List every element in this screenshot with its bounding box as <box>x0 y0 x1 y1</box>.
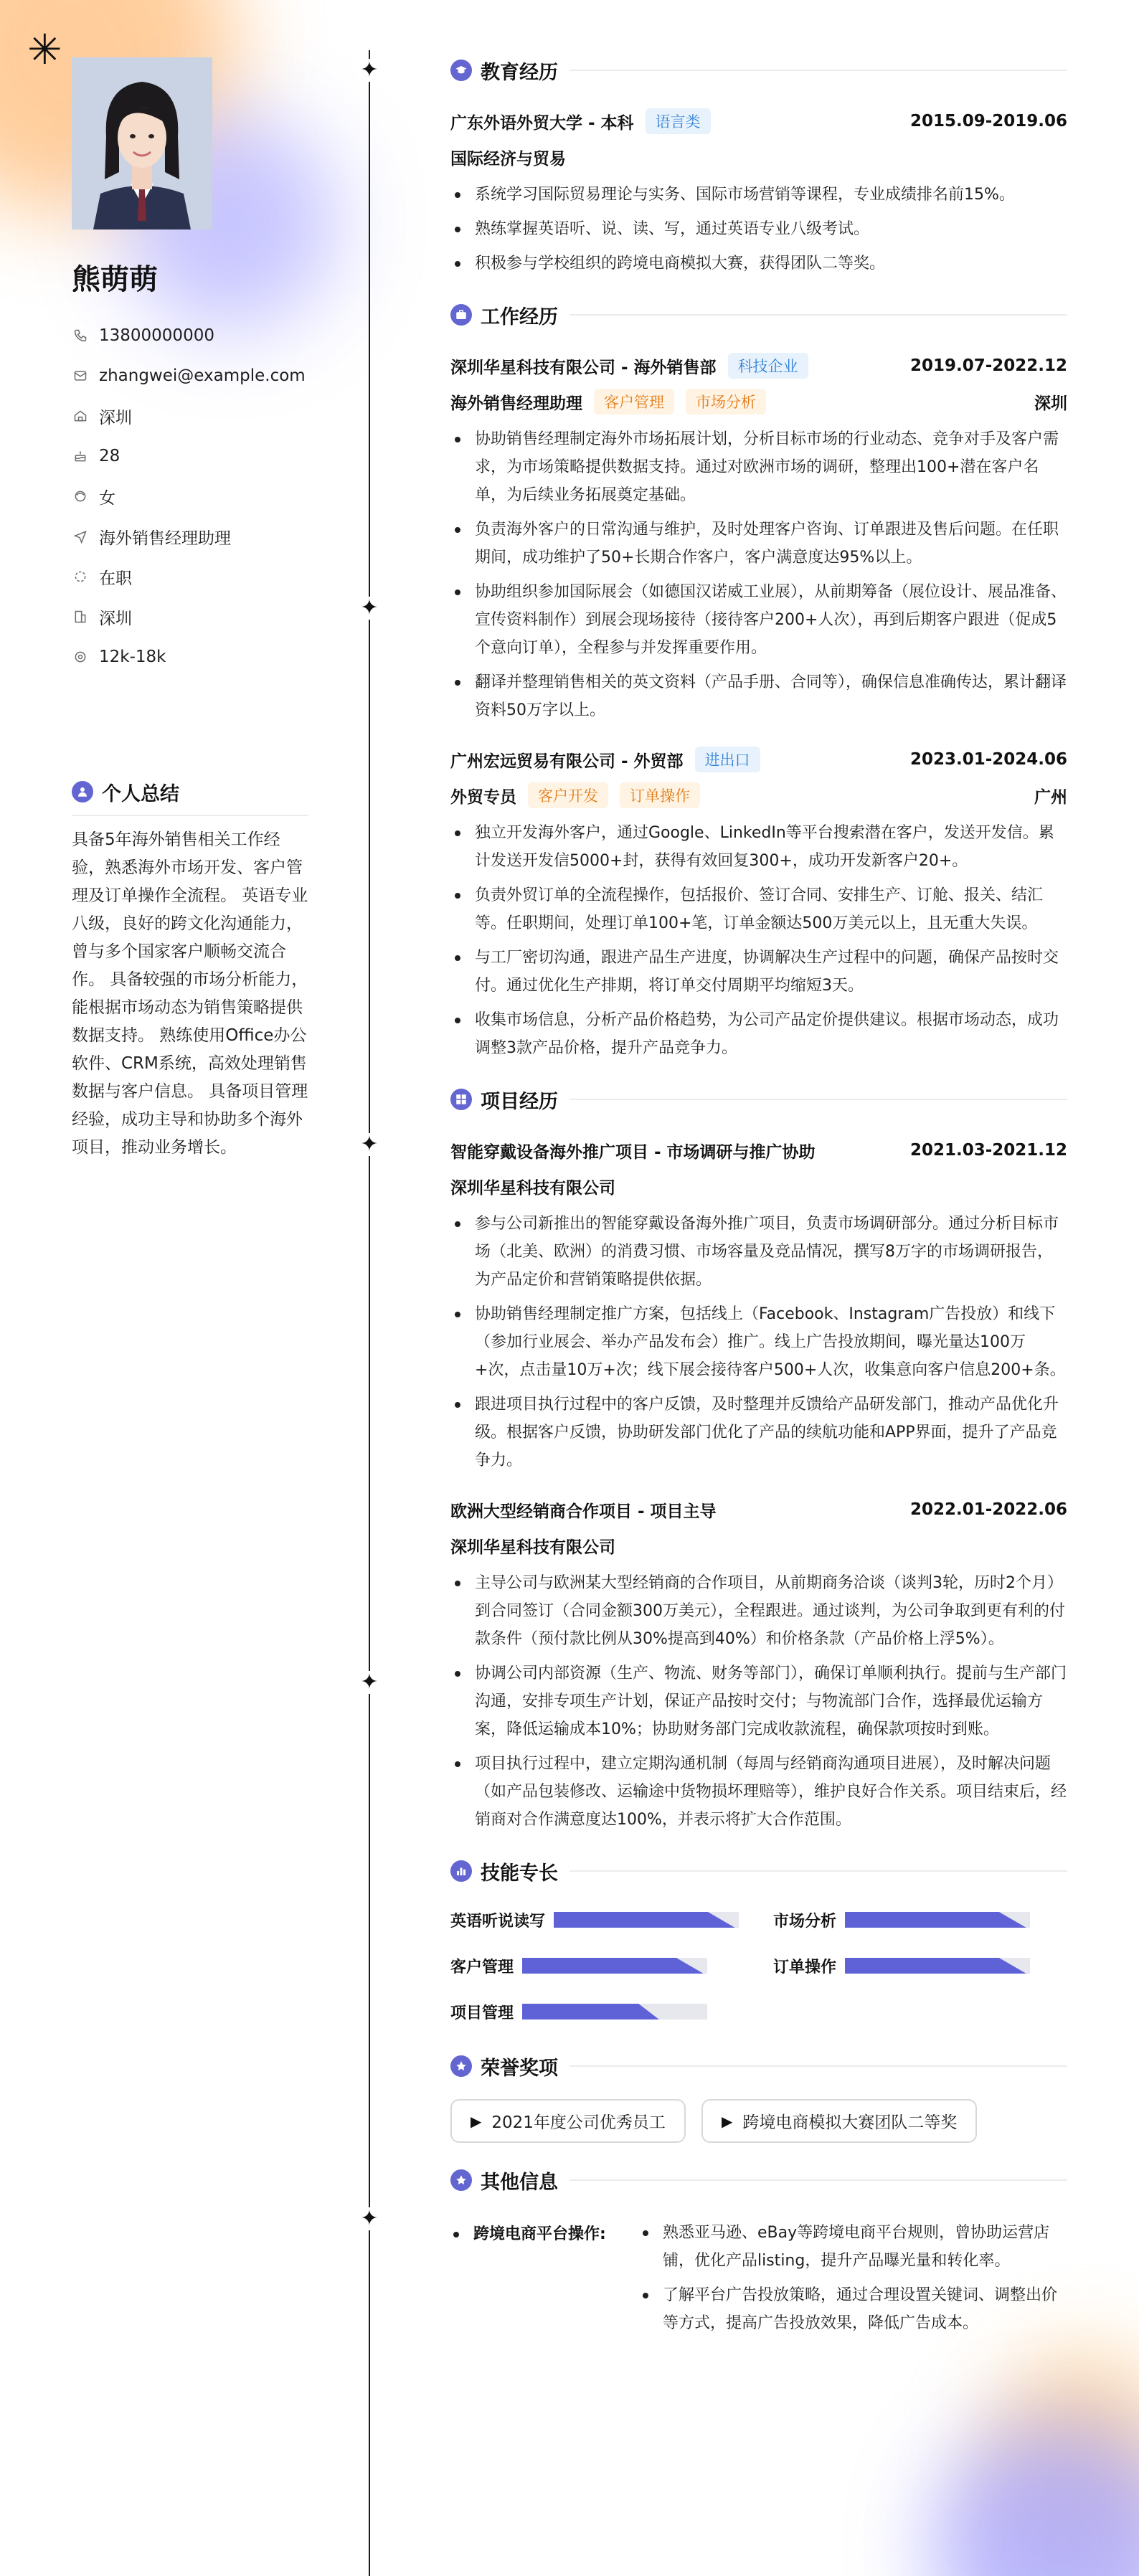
skill-bar <box>554 1912 739 1928</box>
list-item: 协调公司内部资源（生产、物流、财务等部门），确保订单顺利执行。提前与生产部门沟通，安排专项生产计划，保证产品按时交付；与物流部门合作，选择最优运输方案，降低运输成本10%；协助财务部门完成收款流程，确保款项按时到账。 <box>450 1659 1067 1743</box>
send-icon <box>72 528 89 545</box>
phone-icon <box>72 327 89 344</box>
other-header <box>450 2160 1067 2200</box>
briefcase-icon <box>450 304 472 326</box>
candidate-name: 熊萌萌 <box>72 263 158 296</box>
info-status <box>72 557 330 597</box>
project-bullets <box>450 1569 1067 1834</box>
project-entry <box>450 1492 1067 1834</box>
divider <box>570 2065 1067 2067</box>
list-item: 与工厂密切沟通，跟进产品生产进度，协调解决生产过程中的问题，确保产品按时交付。通过优化生产排期，将订单交付周期平均缩短3天。 <box>450 944 1067 1000</box>
gender-text: 女 <box>99 488 115 508</box>
list-item: 熟练掌握英语听、说、读、写，通过英语专业八级考试。 <box>450 215 1067 243</box>
cake-icon <box>72 448 89 465</box>
honors-header <box>450 2046 1067 2086</box>
project-bullets <box>450 1210 1067 1474</box>
timeline-star-icon: ✦ <box>358 1133 381 1156</box>
info-work-city <box>72 597 330 637</box>
work-city-text: 深圳 <box>99 609 132 628</box>
honors-list <box>450 2099 1067 2143</box>
role-tag: 客户管理 <box>594 389 674 415</box>
main-content <box>450 50 1067 2357</box>
other-title: 其他信息 <box>481 2171 558 2194</box>
job-company-row <box>450 742 1067 777</box>
skill-fill <box>522 1958 704 1974</box>
project-name: 智能穿戴设备海外推广项目 - 市场调研与推广协助 <box>450 1142 816 1162</box>
honor-badge <box>701 2099 977 2143</box>
project-entry <box>450 1132 1067 1474</box>
salary-icon <box>72 648 89 666</box>
project-company-row <box>450 1528 1067 1563</box>
other-section <box>450 2160 1067 2344</box>
portrait-illustration <box>72 57 212 229</box>
info-position <box>72 516 330 557</box>
job-date: 2019.07-2022.12 <box>909 356 1067 375</box>
work-section <box>450 295 1067 1062</box>
profile-photo <box>72 57 212 229</box>
company-name: 深圳华星科技有限公司 - 海外销售部 <box>450 358 717 377</box>
skill-name: 市场分析 <box>773 1912 837 1931</box>
list-item: 协助组织参加国际展会（如德国汉诺威工业展），从前期筹备（展位设计、展品准备、宣传资料制作）到展会现场接待（接待客户200+人次），再到后期客户跟进（促成5个意向订单），全程参与并发挥重要作用。 <box>450 578 1067 662</box>
skills-title: 技能专长 <box>481 1862 558 1885</box>
summary-text: 具备5年海外销售相关工作经验，熟悉海外市场开发、客户管理及订单操作全流程。 英语专业八级，良好的跨文化沟通能力，曾与多个国家客户顺畅交流合作。 具备较强的市场分析能力，能根据市场动态为销售策略提供数据支持。 熟练使用Office办公软件、CRM系统，高效处理销售数据与客户信息。 具备项目管理经验，成功主导和协助多个海外项目，推动业务增长。 <box>72 830 308 1157</box>
divider <box>570 70 1067 71</box>
timeline-star-icon: ✦ <box>358 1671 381 1694</box>
list-item: 参与公司新推出的智能穿戴设备海外推广项目，负责市场调研部分。通过分析目标市场（北美、欧洲）的消费习惯、市场容量及竞品情况，撰写8万字的市场调研报告，为产品定价和营销策略提供依据。 <box>450 1210 1067 1294</box>
info-home <box>72 396 330 436</box>
job-entry <box>450 742 1067 1062</box>
list-item: 主导公司与欧洲某大型经销商的合作项目，从前期商务洽谈（谈判3轮，历时2个月）到合同签订（合同金额300万美元），全程跟进。通过谈判，为公司争取到更有利的付款条件（预付款比例从30%提高到40%）和价格条款（产品价格上浮5%）。 <box>450 1569 1067 1653</box>
play-triangle-icon: ▶ <box>721 2112 733 2130</box>
skill-item <box>450 1996 745 2027</box>
skill-bar <box>522 1958 707 1974</box>
skill-bar <box>522 2004 707 2019</box>
honors-title: 荣誉奖项 <box>481 2057 558 2080</box>
education-date: 2015.09-2019.06 <box>909 112 1067 131</box>
honor-badge <box>450 2099 686 2143</box>
job-company-row <box>450 348 1067 384</box>
projects-header <box>450 1079 1067 1119</box>
building-icon <box>72 608 89 625</box>
company-tag: 进出口 <box>695 747 760 772</box>
major-name: 国际经济与贸易 <box>450 149 566 169</box>
status-icon <box>72 568 89 585</box>
job-role-row <box>450 384 1067 420</box>
list-item: 协助销售经理制定推广方案，包括线上（Facebook、Instagram广告投放）和线下（参加行业展会、举办产品发布会）推广。线上广告投放期间，曝光量达100万+次，点击量10万+次；线下展会接待客户500+人次，收集意向客户信息200+条。 <box>450 1300 1067 1384</box>
skill-fill <box>522 2004 659 2019</box>
skill-name: 项目管理 <box>450 2004 514 2022</box>
project-name-row <box>450 1492 1067 1528</box>
timeline-star-icon: ✦ <box>358 59 381 82</box>
list-item: 协助销售经理制定海外市场拓展计划，分析目标市场的行业动态、竞争对手及客户需求，为市场策略提供数据支持。通过对欧洲市场的调研，整理出100+潜在客户名单，为后续业务拓展奠定基础。 <box>450 425 1067 509</box>
skills-list <box>450 1904 1067 2027</box>
list-item: 系统学习国际贸易理论与实务、国际市场营销等课程，专业成绩排名前15%。 <box>450 181 1067 209</box>
email-icon <box>72 367 89 384</box>
job-role-row <box>450 777 1067 813</box>
job-bullets <box>450 819 1067 1062</box>
list-item: 积极参与学校组织的跨境电商模拟大赛，获得团队二等奖。 <box>450 250 1067 278</box>
role-tag: 客户开发 <box>528 782 608 808</box>
project-company: 深圳华星科技有限公司 <box>450 1178 615 1198</box>
job-entry <box>450 348 1067 724</box>
honor-text: 2021年度公司优秀员工 <box>491 2113 666 2132</box>
projects-title: 项目经历 <box>481 1090 558 1113</box>
list-item: 项目执行过程中，建立定期沟通机制（每周与经销商沟通项目进展），及时解决问题（如产品包装修改、运输途中货物损坏理赔等），维护良好合作关系。项目结束后，经销商对合作满意度达100%，并表示将扩大合作范围。 <box>450 1750 1067 1834</box>
skill-name: 订单操作 <box>773 1958 837 1976</box>
role-tag: 市场分析 <box>686 389 766 415</box>
company-name: 广州宏远贸易有限公司 - 外贸部 <box>450 752 684 771</box>
award-icon <box>450 2169 472 2191</box>
list-item: 翻译并整理销售相关的英文资料（产品手册、合同等），确保信息准确传达，累计翻译资料50万字以上。 <box>450 668 1067 724</box>
skill-item <box>450 1950 745 1981</box>
skill-fill <box>845 1912 1026 1928</box>
award-icon <box>450 2055 472 2077</box>
home-text: 深圳 <box>99 408 132 427</box>
company-tag: 科技企业 <box>728 353 808 379</box>
divider <box>570 1870 1067 1872</box>
user-icon <box>72 781 93 802</box>
salary-text: 12k-18k <box>99 648 166 666</box>
play-triangle-icon: ▶ <box>471 2112 482 2130</box>
education-bullets <box>450 181 1067 278</box>
education-entry <box>450 103 1067 278</box>
home-icon <box>72 407 89 425</box>
skill-bar <box>845 1958 1030 1974</box>
timeline-star-icon: ✦ <box>358 597 381 620</box>
job-date: 2023.01-2024.06 <box>909 750 1067 769</box>
info-age <box>72 436 330 476</box>
summary-title: 个人总结 <box>102 782 179 805</box>
list-item: 熟悉亚马逊、eBay等跨境电商平台规则，曾协助运营店铺，优化产品listing，提升产品曝光量和转化率。 <box>638 2219 1067 2275</box>
position-text: 海外销售经理助理 <box>99 529 231 548</box>
job-role: 海外销售经理助理 <box>450 394 582 413</box>
timeline-line <box>369 50 370 2576</box>
divider <box>570 1099 1067 1100</box>
info-phone <box>72 316 330 356</box>
other-row <box>450 2213 1067 2344</box>
skill-name: 客户管理 <box>450 1958 514 1976</box>
job-city: 广州 <box>1034 787 1067 807</box>
school-tag: 语言类 <box>646 108 711 134</box>
grid-icon <box>450 1089 472 1110</box>
skill-item <box>773 1950 1067 1981</box>
list-item: 了解平台广告投放策略，通过合理设置关键词、调整出价等方式，提高广告投放效果，降低广告成本。 <box>638 2281 1067 2337</box>
work-header <box>450 295 1067 335</box>
list-item: 负责海外客户的日常沟通与维护，及时处理客户咨询、订单跟进及售后问题。在任职期间，成功维护了50+长期合作客户，客户满意度达95%以上。 <box>450 516 1067 572</box>
other-label: 跨境电商平台操作: <box>450 2220 638 2248</box>
list-item: 负责外贸订单的全流程操作，包括报价、签订合同、安排生产、订舱、报关、结汇等。任职期间，处理订单100+笔，订单金额达500万美元以上，且无重大失误。 <box>450 881 1067 937</box>
list-item: 收集市场信息，分析产品价格趋势，为公司产品定价提供建议。根据市场动态，成功调整3款产品价格，提升产品竞争力。 <box>450 1006 1067 1062</box>
project-date: 2022.01-2022.06 <box>909 1500 1067 1519</box>
school-name: 广东外语外贸大学 - 本科 <box>450 113 634 133</box>
graduation-cap-icon <box>450 60 472 81</box>
job-role: 外贸专员 <box>450 787 516 807</box>
skills-section <box>450 1851 1067 2027</box>
education-row <box>450 103 1067 139</box>
skill-bar <box>845 1912 1030 1928</box>
projects-section <box>450 1079 1067 1834</box>
skill-item <box>773 1904 1067 1936</box>
education-header <box>450 50 1067 90</box>
decorative-glow <box>932 2417 1139 2576</box>
status-text: 在职 <box>99 569 132 588</box>
phone-text: 13800000000 <box>99 326 214 345</box>
major-row <box>450 139 1067 175</box>
project-company-row <box>450 1168 1067 1204</box>
gender-icon <box>72 488 89 505</box>
work-title: 工作经历 <box>481 306 558 328</box>
honors-section <box>450 2046 1067 2143</box>
skill-fill <box>554 1912 735 1928</box>
email-text: zhangwei@example.com <box>99 366 306 385</box>
timeline-star-icon: ✦ <box>358 2207 381 2230</box>
project-date: 2021.03-2021.12 <box>909 1141 1067 1160</box>
skill-name: 英语听说读写 <box>450 1912 546 1931</box>
skill-fill <box>845 1958 1026 1974</box>
education-title: 教育经历 <box>481 61 558 84</box>
list-item: 独立开发海外客户，通过Google、LinkedIn等平台搜索潜在客户，发送开发信。累计发送开发信5000+封，获得有效回复300+，成功开发新客户20+。 <box>450 819 1067 875</box>
other-bullets <box>638 2219 1067 2344</box>
project-name: 欧洲大型经销商合作项目 - 项目主导 <box>450 1502 717 1521</box>
skill-item <box>450 1904 745 1936</box>
info-email <box>72 356 330 396</box>
asterisk-icon: ✳ <box>27 25 62 74</box>
divider <box>570 2179 1067 2181</box>
bar-chart-icon <box>450 1860 472 1882</box>
role-tag: 订单操作 <box>620 782 700 808</box>
list-item: 跟进项目执行过程中的客户反馈，及时整理并反馈给产品研发部门，推动产品优化升级。根据客户反馈，协助研发部门优化了产品的续航功能和APP界面，提升了产品竞争力。 <box>450 1391 1067 1474</box>
job-bullets <box>450 425 1067 724</box>
project-name-row <box>450 1132 1067 1168</box>
honor-text: 跨境电商模拟大赛团队二等奖 <box>742 2113 958 2132</box>
summary-header <box>72 776 308 816</box>
divider <box>570 314 1067 316</box>
education-section <box>450 50 1067 278</box>
contact-info-list <box>72 316 330 677</box>
job-city: 深圳 <box>1034 394 1067 413</box>
skills-header <box>450 1851 1067 1891</box>
info-gender <box>72 476 330 516</box>
age-text: 28 <box>99 447 120 465</box>
info-salary <box>72 637 330 677</box>
project-company: 深圳华星科技有限公司 <box>450 1538 615 1557</box>
